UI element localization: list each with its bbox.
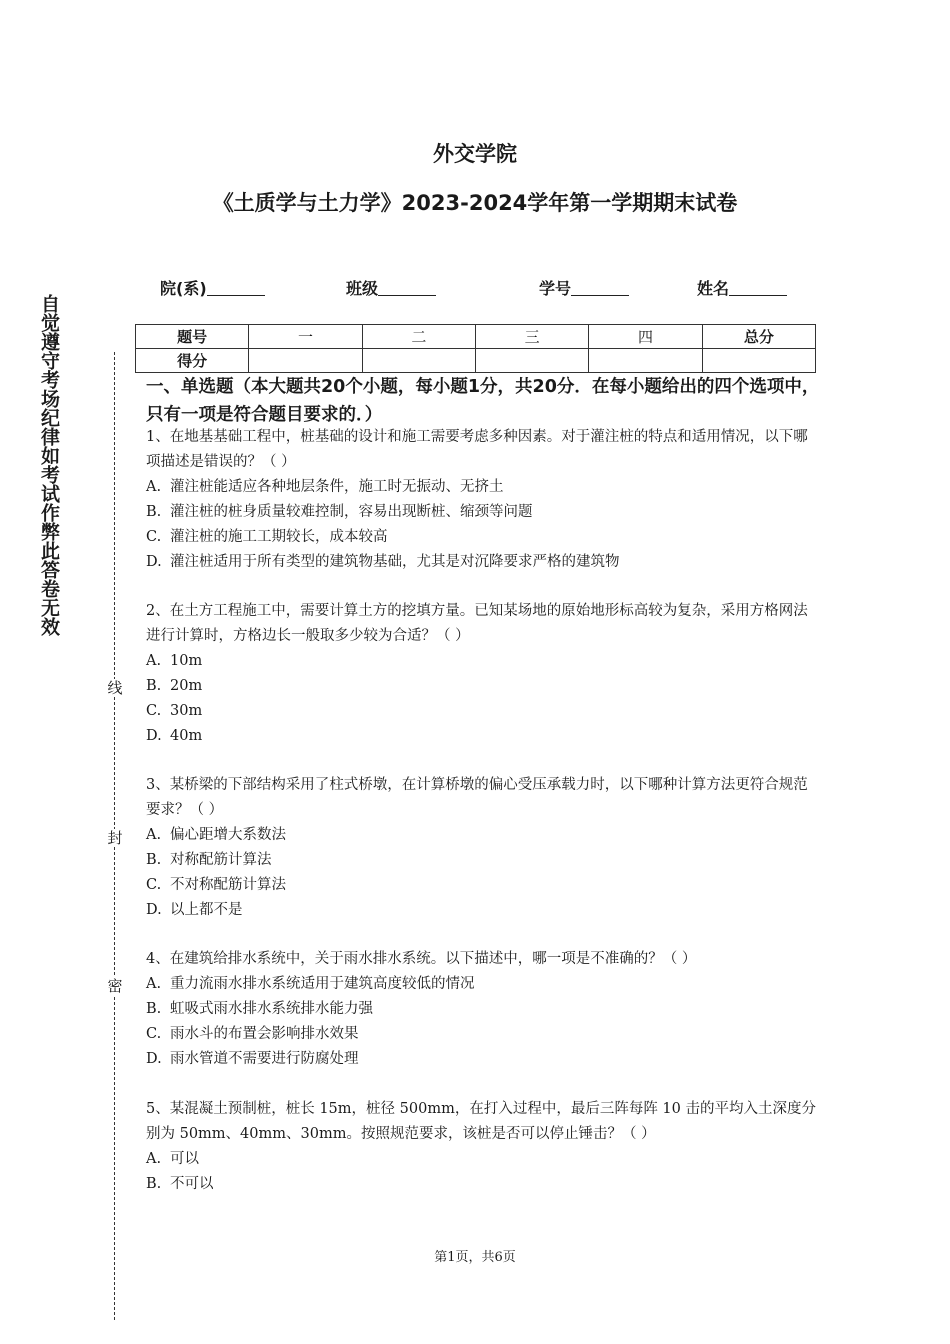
exam-discipline-notice: 自觉遵守考场纪律如考试作弊此答卷无效: [38, 294, 60, 636]
page-number: 第1页，共6页: [434, 1250, 516, 1265]
question-stem: 1、在地基基础工程中，桩基础的设计和施工需要考虑多种因素。对于灌注桩的特点和适用情况，以下哪项描述是错误的？（ ）: [146, 429, 808, 470]
student-id-field[interactable]: [539, 276, 629, 299]
score-table-score-row: [136, 349, 816, 373]
option-text: 偏心距增大系数法: [170, 827, 286, 843]
option-letter: B.: [146, 678, 162, 694]
option-text: 可以: [170, 1151, 199, 1167]
option-letter: B.: [146, 1001, 162, 1017]
option-text: 以上都不是: [170, 902, 243, 918]
option-text: 雨水管道不需要进行防腐处理: [170, 1051, 359, 1067]
score-input-cell[interactable]: [475, 349, 588, 373]
option[interactable]: [146, 873, 822, 898]
option-letter: C.: [146, 877, 162, 893]
name-label: 姓名: [697, 279, 730, 298]
option[interactable]: [146, 525, 822, 550]
question-5: [146, 1097, 822, 1197]
score-cell: 三: [475, 325, 588, 349]
option[interactable]: [146, 475, 822, 500]
option[interactable]: [146, 997, 822, 1022]
option-letter: C.: [146, 529, 162, 545]
score-input-cell[interactable]: [589, 349, 702, 373]
option[interactable]: [146, 1172, 822, 1197]
question-4: [146, 947, 822, 1072]
option[interactable]: [146, 848, 822, 873]
option-letter: A.: [146, 653, 162, 669]
option[interactable]: [146, 500, 822, 525]
option-letter: A.: [146, 976, 162, 992]
score-input-cell[interactable]: [702, 349, 815, 373]
option-text: 灌注桩能适应各种地层条件，施工时无振动、无挤土: [170, 479, 504, 495]
option-letter: C.: [146, 703, 162, 719]
option[interactable]: [146, 1147, 822, 1172]
option[interactable]: [146, 898, 822, 923]
option[interactable]: [146, 1022, 822, 1047]
option-letter: B.: [146, 1176, 162, 1192]
option-letter: A.: [146, 479, 162, 495]
score-cell: 一: [249, 325, 362, 349]
option-text: 虹吸式雨水排水系统排水能力强: [170, 1001, 373, 1017]
department-blank[interactable]: [207, 279, 265, 296]
question-2: [146, 599, 822, 749]
option-letter: A.: [146, 1151, 162, 1167]
option-letter: A.: [146, 827, 162, 843]
binding-mark-line: 线: [105, 679, 125, 697]
score-cell: 总分: [702, 325, 815, 349]
score-cell: 得分: [136, 349, 249, 373]
option-text: 不可以: [170, 1176, 214, 1192]
question-stem: 4、在建筑给排水系统中，关于雨水排水系统。以下描述中，哪一项是不准确的？（ ）: [146, 951, 697, 967]
option-letter: D.: [146, 554, 162, 570]
option[interactable]: [146, 699, 822, 724]
class-field[interactable]: [346, 276, 436, 299]
option-text: 灌注桩的施工工期较长，成本较高: [170, 529, 388, 545]
question-stem: 5、某混凝土预制桩，桩长 15m，桩径 500mm，在打入过程中，最后三阵每阵 10 击的平均入土深度分别为 50mm、40mm、30mm。按照规范要求，该桩是否可以停止锤击？（ ）: [146, 1101, 816, 1142]
option[interactable]: [146, 1047, 822, 1072]
option-letter: B.: [146, 504, 162, 520]
option-text: 雨水斗的布置会影响排水效果: [170, 1026, 359, 1042]
school-name: 外交学院: [433, 142, 517, 166]
score-cell: 题号: [136, 325, 249, 349]
question-stem: 2、在土方工程施工中，需要计算土方的挖填方量。已知某场地的原始地形标高较为复杂，采用方格网法进行计算时，方格边长一般取多少较为合适？（ ）: [146, 603, 808, 644]
option[interactable]: [146, 674, 822, 699]
option-letter: D.: [146, 728, 162, 744]
class-blank[interactable]: [378, 279, 436, 296]
option-letter: D.: [146, 902, 162, 918]
binding-mark-secret: 密: [105, 977, 125, 995]
option[interactable]: [146, 972, 822, 997]
exam-title: 《土质学与土力学》2023-2024学年第一学期期末试卷: [212, 191, 738, 215]
question-stem: 3、某桥梁的下部结构采用了柱式桥墩，在计算桥墩的偏心受压承载力时，以下哪种计算方法更符合规范要求？（ ）: [146, 777, 808, 818]
option-text: 对称配筋计算法: [170, 852, 272, 868]
class-label: 班级: [346, 279, 379, 298]
option-letter: D.: [146, 1051, 162, 1067]
score-table: [135, 324, 816, 373]
option-text: 重力流雨水排水系统适用于建筑高度较低的情况: [170, 976, 475, 992]
option-text: 不对称配筋计算法: [170, 877, 286, 893]
option[interactable]: [146, 550, 822, 575]
option[interactable]: [146, 724, 822, 749]
option-text: 20m: [170, 678, 203, 694]
section-heading: 一、单选题（本大题共20个小题，每小题1分，共20分．在每小题给出的四个选项中，只有一项是符合题目要求的．）: [146, 377, 820, 425]
student-id-label: 学号: [539, 279, 572, 298]
department-field[interactable]: [160, 276, 265, 299]
score-input-cell[interactable]: [362, 349, 475, 373]
score-input-cell[interactable]: [249, 349, 362, 373]
score-table-header-row: [136, 325, 816, 349]
option-text: 灌注桩的桩身质量较难控制，容易出现断桩、缩颈等问题: [170, 504, 533, 520]
question-3: [146, 773, 822, 923]
option-text: 10m: [170, 653, 203, 669]
score-cell: 二: [362, 325, 475, 349]
binding-mark-seal: 封: [105, 829, 125, 847]
name-field[interactable]: [697, 276, 787, 299]
option-text: 40m: [170, 728, 203, 744]
score-cell: 四: [589, 325, 702, 349]
department-label: 院(系): [160, 279, 207, 298]
option-letter: B.: [146, 852, 162, 868]
option-letter: C.: [146, 1026, 162, 1042]
option-text: 30m: [170, 703, 203, 719]
name-blank[interactable]: [729, 279, 787, 296]
option[interactable]: [146, 823, 822, 848]
option-text: 灌注桩适用于所有类型的建筑物基础，尤其是对沉降要求严格的建筑物: [170, 554, 620, 570]
option[interactable]: [146, 649, 822, 674]
student-id-blank[interactable]: [571, 279, 629, 296]
question-1: [146, 425, 822, 575]
